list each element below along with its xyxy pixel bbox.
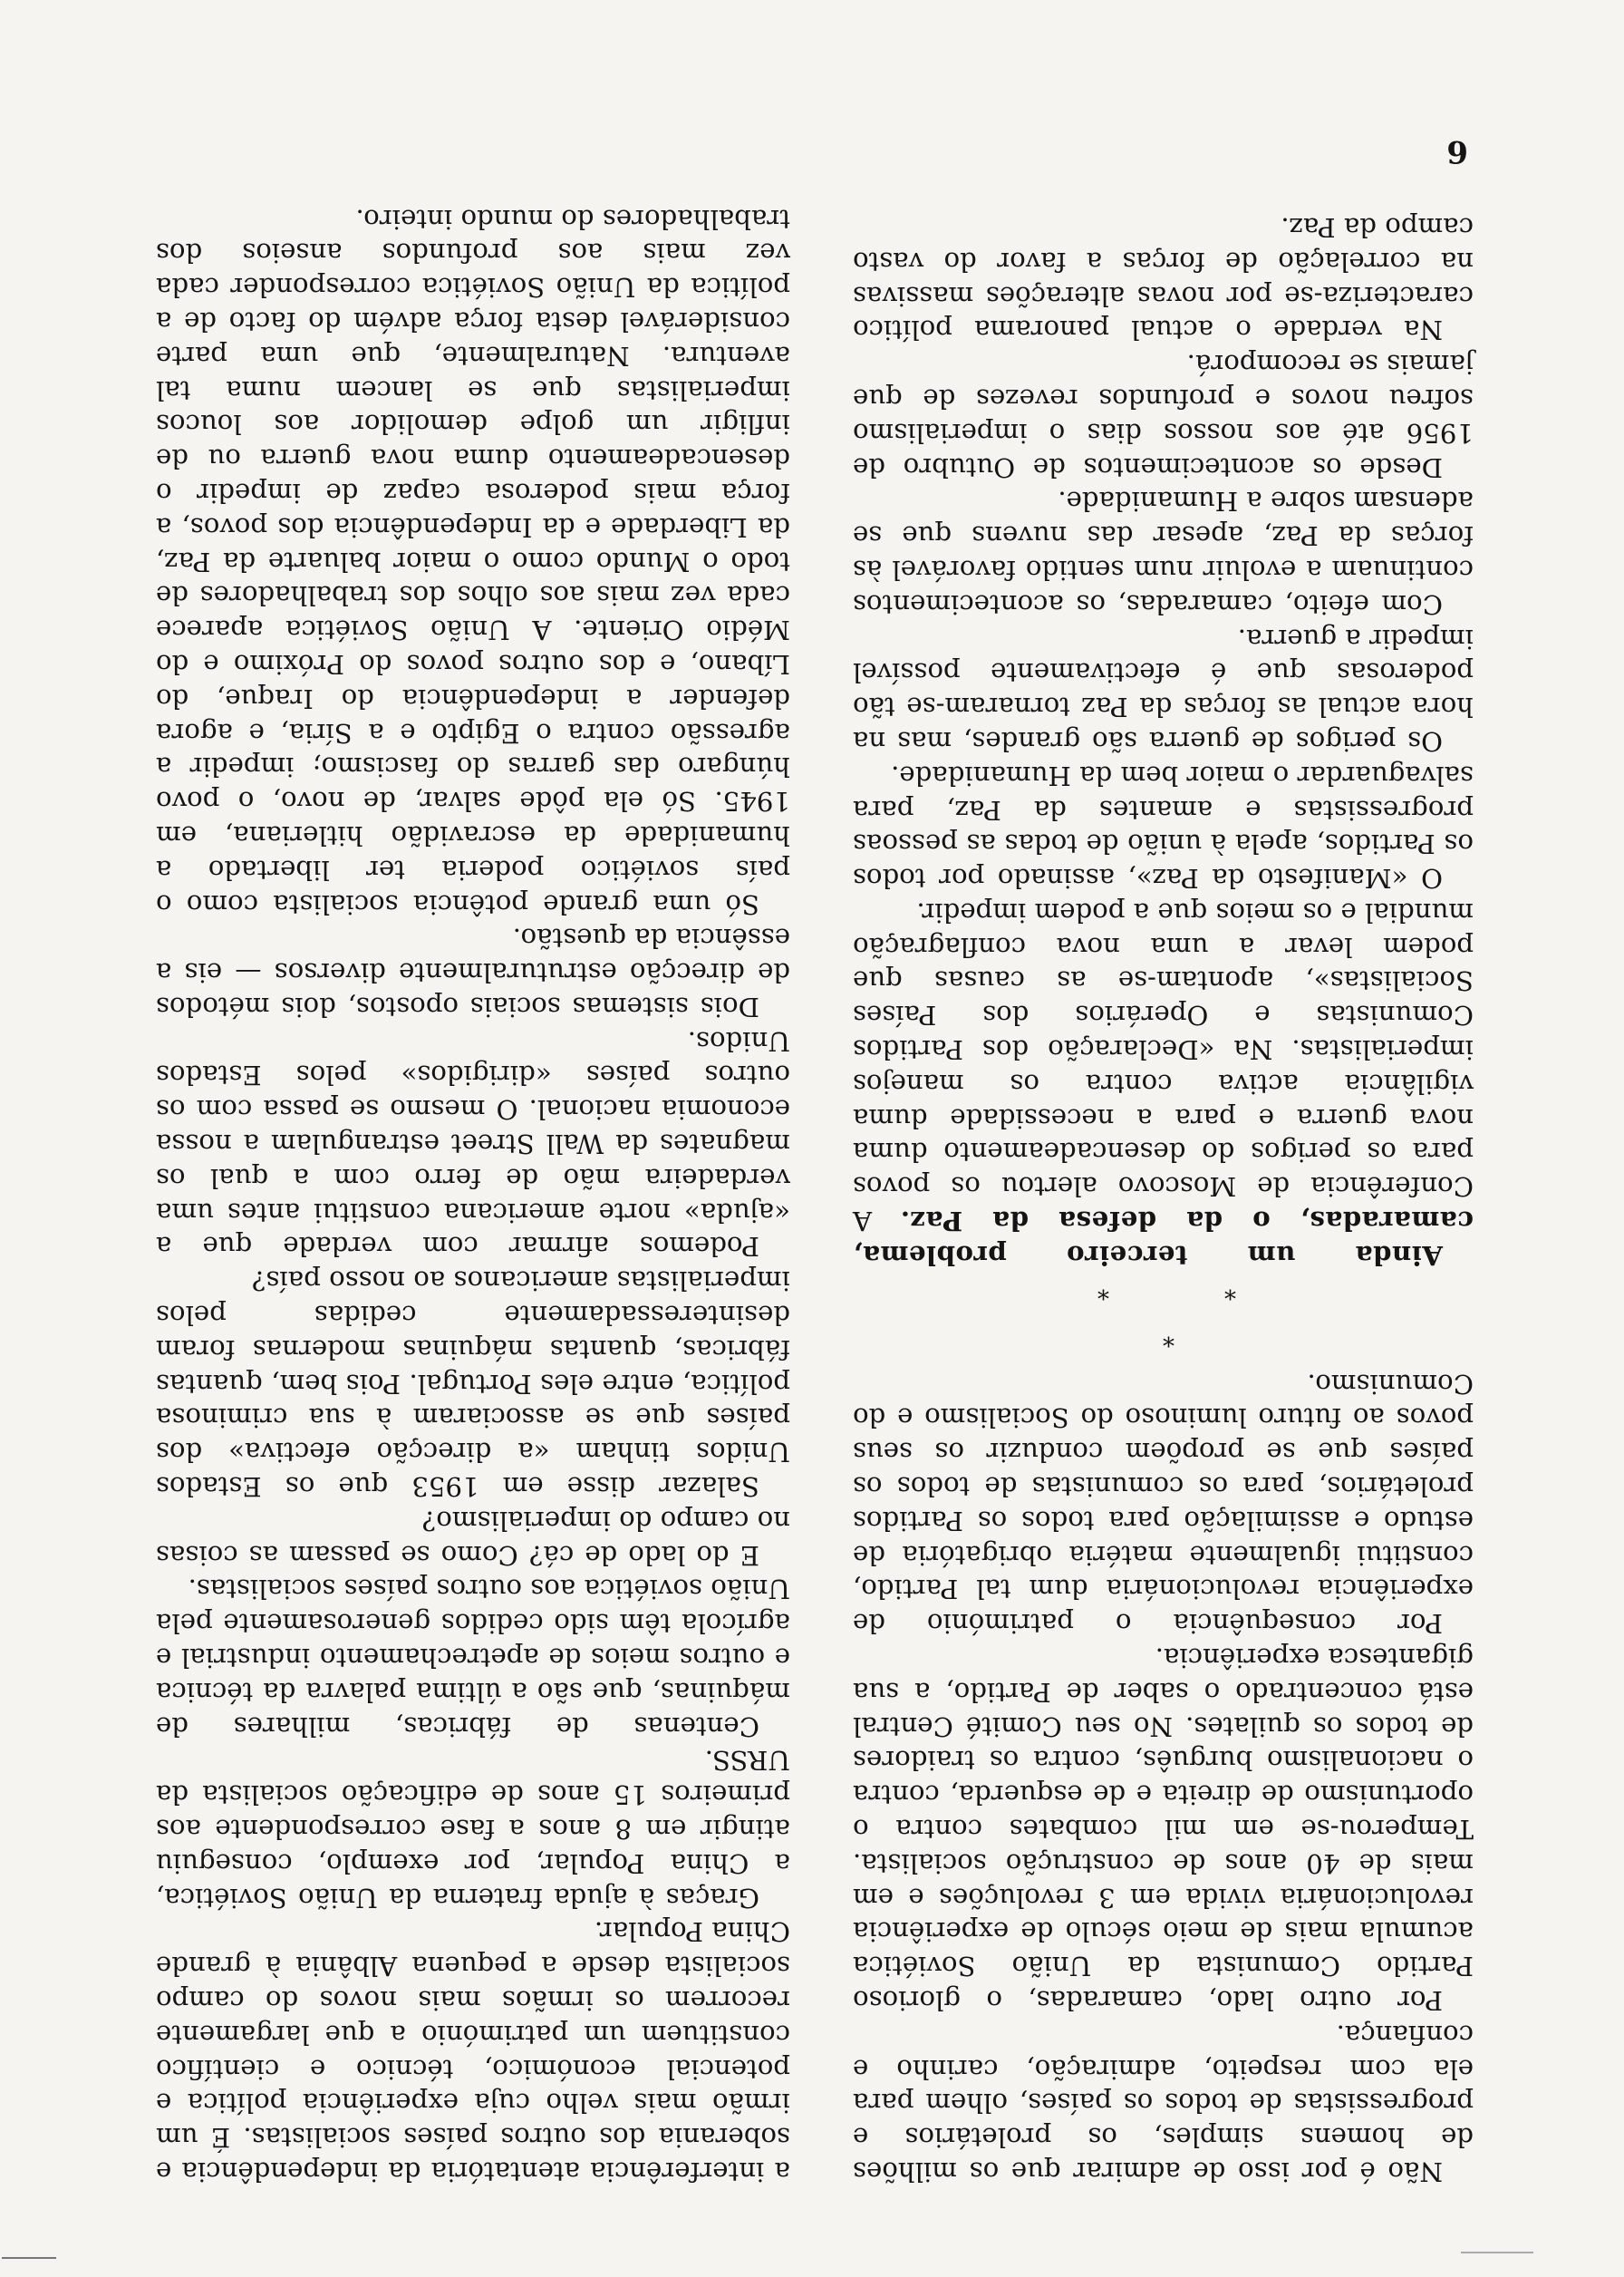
paragraph	[853, 895, 1474, 1272]
paragraph: O «Manifesto da Paz», assinado por todos os Partidos, apela à união de todas as pessoas progressistas e amantes da Paz, para salvaguardar o maior bem da Humanidade.	[853, 760, 1474, 895]
section-separator	[853, 1272, 1474, 1366]
separator-asterisk: *	[1097, 1275, 1109, 1303]
paragraph: Os perigos de guerra são grandes, mas na hora actual as forças da Paz tornaram-se tão poderosas que é efectivamente possível impedir a guerra.	[853, 623, 1474, 757]
paragraph: Centenas de fábricas, milhares de máquinas, que são a última palavra da técnica e outros meios de apetrechamento industrial e agrícola têm sido cedidos generosamente pela União soviética aos outros países socialistas.	[156, 1574, 790, 1742]
paragraph: E do lado de cá? Como se passam as coisas no campo do imperialismo?	[156, 1505, 790, 1571]
paragraph: Não é por isso de admirar que os milhões de homens simples, os proletários e progressistas de todos os países, olhem para ela com respeito, admiração, carinho e confiança.	[853, 2019, 1474, 2187]
scan-edge-mark	[2, 2257, 56, 2259]
left-column	[853, 209, 1474, 2188]
paragraph: Graças à ajuda fraterna da União Soviética, a China Popular, por exemplo, conseguiu atingir em 8 anos a fase correspondente aos primeiros 15 anos de edificação socialista da URSS.	[156, 1745, 790, 1914]
scan-edge-mark	[1461, 2252, 1533, 2253]
page-number: 6	[1446, 133, 1468, 170]
paragraph: a interferência atentatória da independência e soberania dos outros países socialistas. É um irmão mais velho cuja experiência política e potencial económico, técnico e científico constituem um património a que largamente recorrem os irmãos mais novos do campo socialista desde a pequena Albânia à grande China Popular.	[156, 1916, 790, 2187]
paragraph: Podemos afirmar com verdade que a «ajuda» norte americana constitui antes uma verdadeira mão de ferro com a qual os magnates da Wall Street estrangulam a nossa economia nacional. O mesmo se passa com os outros países «dirigidos» pelos Estados Unidos.	[156, 1025, 790, 1263]
section-heading: Ainda um terceiro problema, camaradas, o da defesa da Paz.	[853, 1206, 1474, 1271]
paragraph-text: A Conferência de Moscovo alertou os povos para os perigos do desencadeamento duma nova guerra e para a necessidade duma vigilância activa contra os manejos imperialistas. Na «Declaração dos Partidos Comunistas e Operários dos Países Socialistas», apontam-se as causas que podem levar a uma nova conflagração mundial e os meios que a podem impedir.	[852, 896, 1474, 1237]
separator-asterisk: *	[1163, 1323, 1174, 1351]
right-column	[156, 201, 790, 2188]
separator-asterisk: *	[1224, 1275, 1236, 1303]
paragraph: Por outro lado, camaradas, o glorioso Partido Comunista da União Soviética acumula mais de meio século de experiência revolucionária vivida em 3 revoluções e em mais de 40 anos de construção socialista. Temperou-se em mil combates contra o oportunismo de direita e de esquerda, contra o nacionalismo burguês, contra os traidores de todos os quilates. No seu Comité Central está concentrado o saber de Partido, a sua gigantesca experiência.	[853, 1642, 1474, 2017]
paragraph: Desde os acontecimentos de Outubro de 1956 até aos nossos dias o imperialismo sofreu novos e profundos revezes de que jamais se recomporá.	[853, 349, 1474, 483]
paragraph: Salazar disse em 1953 que os Estados Unidos tinham «a direcção efectiva» dos países que se associaram à sua criminosa política, entre eles Portugal. Pois bem, quantas fábricas, quantas máquinas modernas foram desinteressadamente cedidas pelos imperialistas americanos ao nosso país?	[156, 1265, 790, 1503]
paragraph: Dois sistemas sociais opostos, dois métodos de direcção estruturalmente diversos — eis a essência da questão.	[156, 923, 790, 1022]
paragraph: Só uma grande potência socialista como o país soviético poderia ter libertado a humanidade da escravidão hitleriana, em 1945. Só ela pôde salvar, de novo, o povo húngaro das garras do fascismo; impedir a agressão contra o Egipto e a Síria, e agora defender a independência do Iraque, do Líbano, e dos outros povos do Próximo e do Médio Oriente. A União Soviética aparece cada vez mais aos olhos dos trabalhadores de todo o Mundo como o maior baluarte da Paz, da Liberdade e da Independência dos povos, a força mais poderosa capaz de impedir o desencadeamento duma nova guerra ou de infligir um golpe demolidor aos loucos imperialistas que se lancem numa tal aventura. Naturalmente, que uma parte considerável desta força advém do facto de a política da União Soviética corresponder cada vez mais aos profundos anseios dos trabalhadores do mundo inteiro.	[156, 203, 790, 920]
paragraph: Por consequência o património de experiência revolucionária dum tal Partido, constitui igualmente matéria obrigatória de estudo e assimilação para todos os Partidos proletários, para os comunistas de todos os países que se propõem conduzir os seus povos ao futuro luminoso do Socialismo e do Comunismo.	[853, 1368, 1474, 1640]
paragraph: Com efeito, camaradas, os acontecimentos continuam a evoluir num sentido favorável às forças da Paz, apesar das nuvens que se adensam sobre a Humanidade.	[853, 486, 1474, 620]
paragraph: Na verdade o actual panorama político caracteriza-se por novas alterações massivas na correlação de forças a favor do vasto campo da Paz.	[853, 211, 1474, 346]
